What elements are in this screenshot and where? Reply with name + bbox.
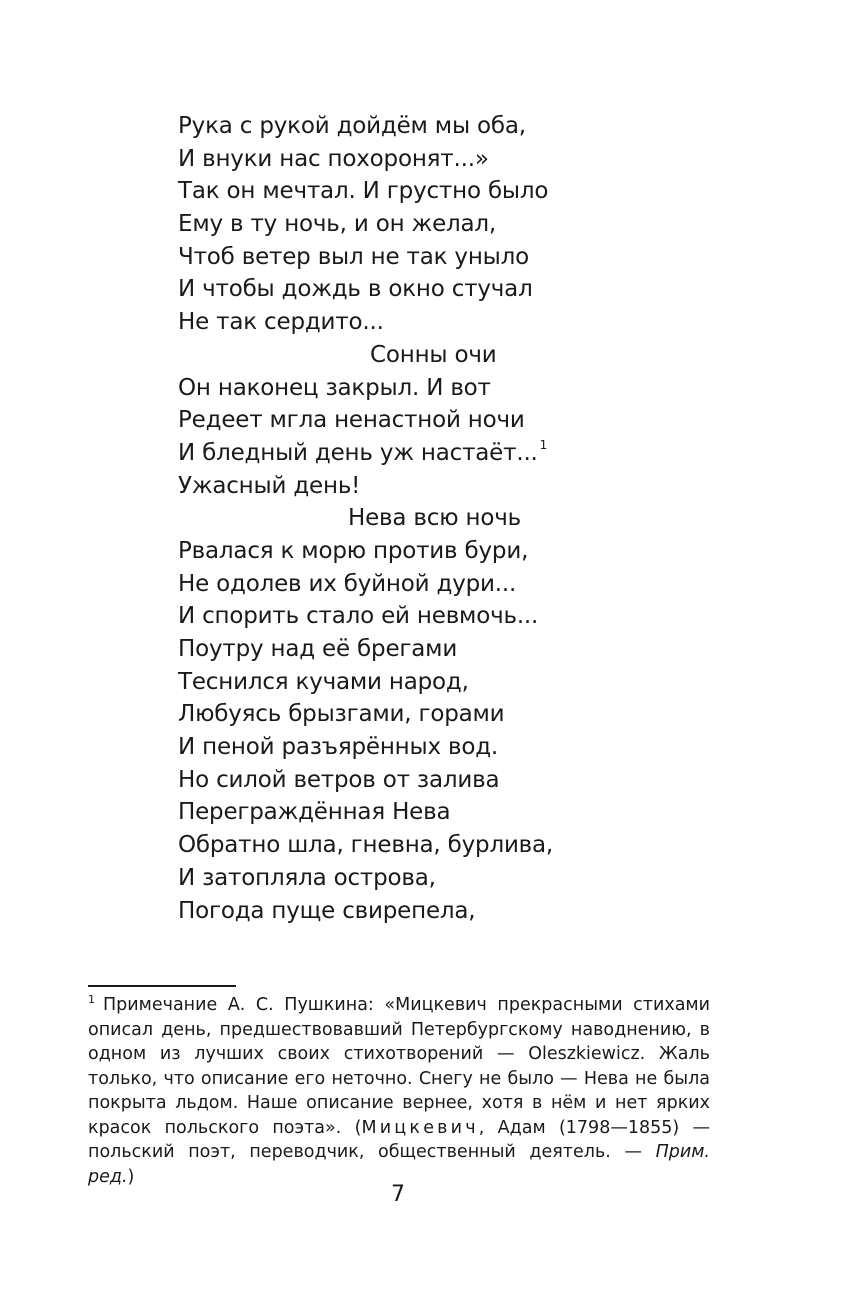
poem-line: Чтоб ветер выл не так уныло — [178, 243, 529, 270]
poem-line: И внуки нас похоронят...» — [178, 145, 489, 172]
poem-line: Рука с рукой дойдём мы оба, — [178, 113, 526, 139]
poem-line: Переграждённая Нева — [178, 799, 451, 826]
footnote-editor-note: Прим. ред. — [88, 1142, 710, 1187]
poem-line: Не одолев их буйной дури... — [178, 570, 517, 597]
poem-line: Ужасный день! — [178, 472, 361, 499]
poem-stanza — [178, 110, 738, 927]
footnote — [88, 993, 710, 1189]
footnote-divider — [88, 985, 236, 987]
poem-line: И затопляла острова, — [178, 864, 436, 891]
poem-line: Погода пуще свирепела, — [178, 897, 476, 924]
footnote-text-continued: , Адам (1798—1855) — польский поэт, переводчик, общественный деятель. — — [88, 1117, 710, 1162]
poem-line: Любуясь брызгами, горами — [178, 701, 505, 728]
poem-line-with-footnote — [178, 437, 738, 470]
footnote-reference: 1 — [539, 437, 548, 452]
poem-line: Редеет мгла ненастной ночи — [178, 407, 525, 434]
poem-line: Обратно шла, гневна, бурлива, — [178, 832, 554, 859]
footnote-spaced-name: Мицкевич — [361, 1117, 479, 1138]
poem-line: Теснился кучами народ, — [178, 668, 469, 695]
footnote-text-end: ) — [127, 1166, 135, 1187]
poem-line: Поутру над её брегами — [178, 636, 458, 662]
poem-line-indented: Нева всю ночь — [348, 505, 521, 532]
poem-line: Ему в ту ночь, и он желал, — [178, 211, 497, 238]
page-number: 7 — [391, 1182, 405, 1207]
poem-line: Так он мечтал. И грустно было — [178, 178, 549, 205]
poem-line-indented: Сонны очи — [370, 341, 497, 368]
poem-line-text: И бледный день уж настаёт... — [178, 439, 538, 466]
poem-line: И пеной разъярённых вод. — [178, 734, 499, 761]
poem-line: Он наконец закрыл. И вот — [178, 374, 491, 401]
poem-line: Не так сердито... — [178, 309, 384, 336]
poem-line: Рвалася к морю против бури, — [178, 537, 529, 564]
poem-line: И чтобы дождь в окно стучал — [178, 276, 533, 303]
footnote-mark: 1 — [88, 993, 95, 1006]
poem-line: Но силой ветров от залива — [178, 766, 500, 793]
footnote-text: Примечание А. С. Пушкина: «Мицкевич прекрасными стихами описал день, предшествовавший Петербургскому наводнению, в одном из лучших своих стихотворений — Oleszkiewicz. Жаль только, что описание его неточно. Снегу не было — Нева не была покрыта льдом. Наше описание вернее, хотя в нём и нет ярких красок польского поэта». ( — [88, 995, 710, 1138]
poem-line: И спорить стало ей невмочь... — [178, 603, 539, 630]
